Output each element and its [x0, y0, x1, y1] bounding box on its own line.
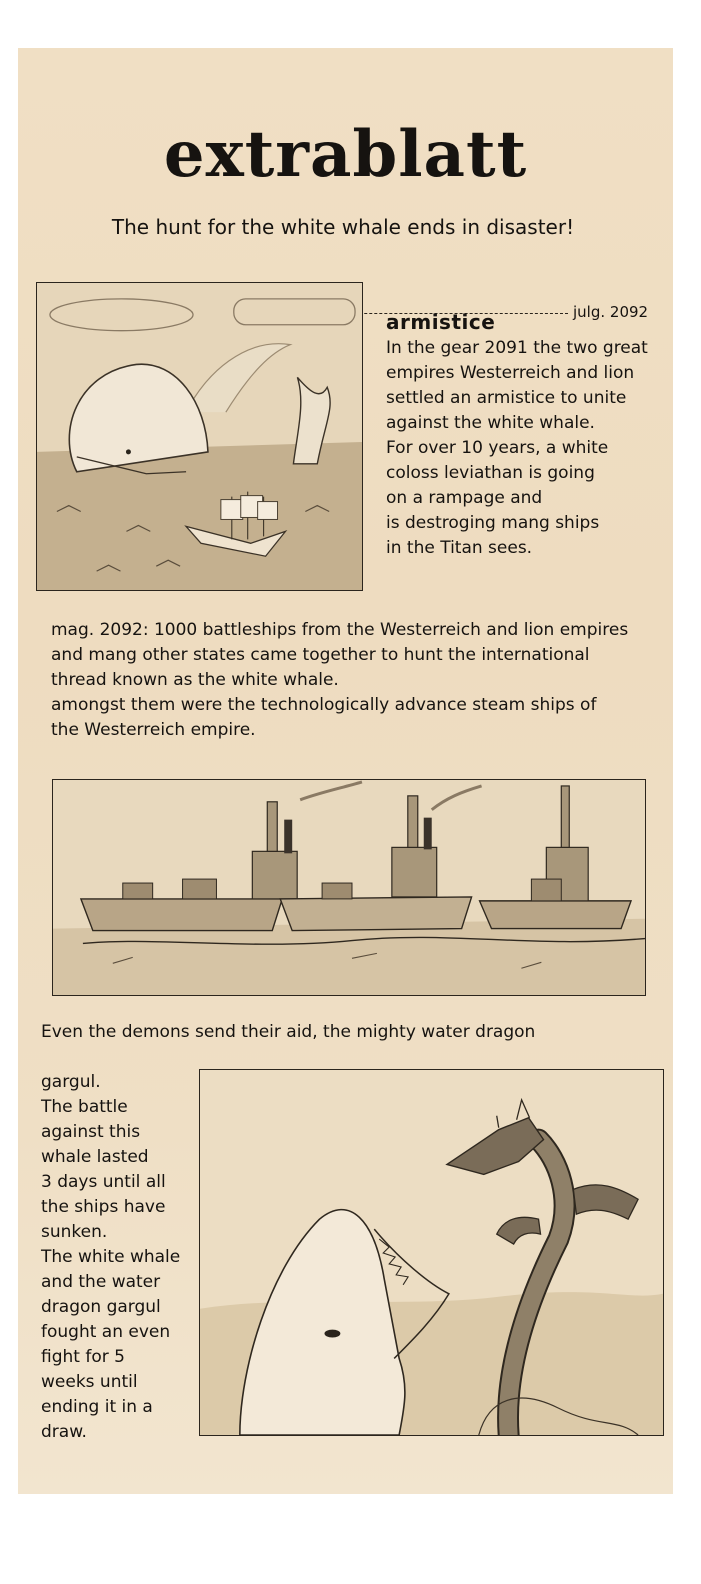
- armistice-line: For over 10 years, a white: [386, 438, 609, 458]
- armistice-line: empires Westerreich and lion: [386, 363, 635, 383]
- newspaper-page: [18, 48, 673, 1494]
- battle-report-line: draw.: [41, 1422, 87, 1442]
- battle-report-line: fight for 5: [41, 1347, 125, 1367]
- battle-report-line: The battle: [41, 1097, 128, 1117]
- armistice-paragraph: [386, 336, 671, 561]
- may-report-line: the Westerreich empire.: [51, 720, 256, 740]
- whale-illustration: [36, 282, 363, 591]
- battle-report-line: fought an even: [41, 1322, 171, 1342]
- battle-report-line: weeks until: [41, 1372, 138, 1392]
- armistice-line: In the gear 2091 the two great: [386, 338, 648, 358]
- headline: The hunt for the white whale ends in disaster!: [111, 215, 575, 239]
- battle-report-line: whale lasted: [41, 1147, 149, 1167]
- armistice-line: settled an armistice to unite: [386, 388, 627, 408]
- battle-report-line: against this: [41, 1122, 141, 1142]
- battleships-illustration: [52, 779, 646, 996]
- may-report-line: and mang other states came together to hunt the international: [51, 645, 590, 665]
- armistice-line: coloss leviathan is going: [386, 463, 595, 483]
- may-report-line: thread known as the white whale.: [51, 670, 339, 690]
- armistice-line: on a rampage and: [386, 488, 543, 508]
- battleships-sketch: [53, 780, 645, 995]
- issue-date: julg. 2092: [573, 303, 649, 321]
- battle-report-line: The white whale: [41, 1247, 181, 1267]
- armistice-line: against the white whale.: [386, 413, 595, 433]
- battle-report-line: ending it in a: [41, 1397, 153, 1417]
- armistice-line: is destroging mang ships: [386, 513, 600, 533]
- battle-report-line: and the water: [41, 1272, 161, 1292]
- battle-report-line: sunken.: [41, 1222, 108, 1242]
- whale-sketch: [37, 283, 362, 590]
- battle-report-line: dragon gargul: [41, 1297, 161, 1317]
- whale-dragon-sketch: [200, 1070, 663, 1435]
- battle-report-line: gargul.: [41, 1072, 101, 1092]
- battle-report-line: 3 days until all: [41, 1172, 166, 1192]
- may-report-paragraph: [51, 618, 661, 743]
- page-title: extrablatt: [163, 117, 528, 192]
- section-heading-armistice: armistice: [386, 310, 496, 334]
- demons-intro-line: Even the demons send their aid, the mighty water dragon: [41, 1022, 536, 1042]
- may-report-line: mag. 2092: 1000 battleships from the Westerreich and lion empires: [51, 620, 629, 640]
- armistice-line: in the Titan sees.: [386, 538, 533, 558]
- battle-report-paragraph: [41, 1070, 196, 1445]
- battle-report-line: the ships have: [41, 1197, 166, 1217]
- may-report-line: amongst them were the technologically advance steam ships of: [51, 695, 597, 715]
- whale-vs-dragon-illustration: [199, 1069, 664, 1436]
